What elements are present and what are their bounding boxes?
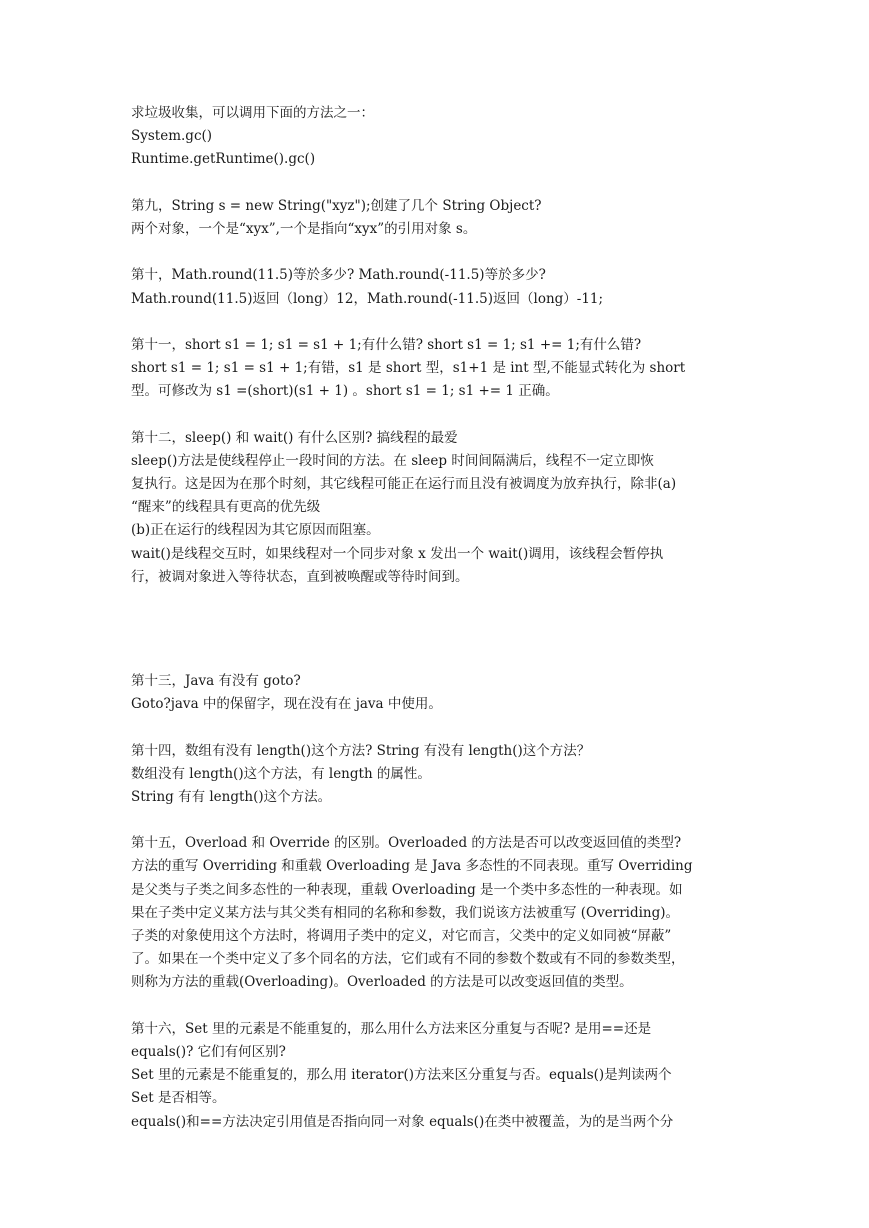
section-q16: [131, 1018, 741, 1134]
paragraph-gap: [131, 809, 741, 832]
question-line: 第十五，Overload 和 Override 的区别。Overloaded 的方法是否可以改变返回值的类型?: [131, 835, 682, 852]
text-line: Runtime.getRuntime().gc(): [131, 151, 316, 168]
answer-line: 型。可修改为 s1 =(short)(s1 + 1) 。short s1 = 1; s1 += 1 正确。: [131, 383, 559, 400]
answer-line: Set 是否相等。: [131, 1090, 226, 1107]
answer-line: 是父类与子类之间多态性的一种表现，重载 Overloading 是一个类中多态性的一种表现。如: [131, 881, 683, 898]
paragraph-gap: [131, 172, 741, 195]
question-line: 第九，String s = new String("xyz");创建了几个 String Object?: [131, 197, 542, 214]
answer-line: 两个对象，一个是“xyx”,一个是指向“xyx”的引用对象 s。: [131, 220, 477, 237]
question-line: 第十二，sleep() 和 wait() 有什么区别? 搞线程的最爱: [131, 429, 458, 446]
section-q9: [131, 195, 741, 241]
question-line: 第十四，数组有没有 length()这个方法? String 有没有 length()这个方法？: [131, 742, 591, 759]
paragraph-gap: [131, 995, 741, 1018]
answer-line: 复执行。这是因为在那个时刻，其它线程可能正在运行而且没有被调度为放弃执行，除非(a): [131, 476, 677, 492]
answer-line: 数组没有 length()这个方法，有 length 的属性。: [131, 765, 431, 782]
section-q15: [131, 832, 741, 994]
answer-line: 果在子类中定义某方法与其父类有相同的名称和参数，我们说该方法被重写 (Overriding)。: [131, 904, 680, 921]
section-q14: [131, 740, 741, 810]
paragraph-gap: [131, 403, 741, 426]
answer-line: Math.round(11.5)返回（long）12，Math.round(-11.5)返回（long）-11;: [131, 290, 604, 307]
answer-line: “醒来”的线程具有更高的优先级: [131, 499, 321, 516]
paragraph-gap-large: [131, 589, 741, 670]
answer-line: sleep()方法是使线程停止一段时间的方法。在 sleep 时间间隔满后，线程不一定立即恢: [131, 452, 654, 469]
question-line: 第十三，Java 有没有 goto?: [131, 672, 301, 689]
answer-line: Goto?java 中的保留字，现在没有在 java 中使用。: [131, 696, 442, 713]
question-line: 第十一，short s1 = 1; s1 = s1 + 1;有什么错? short s1 = 1; s1 += 1;有什么错?: [131, 336, 642, 353]
question-line: 第十，Math.round(11.5)等於多少? Math.round(-11.5)等於多少?: [131, 267, 546, 284]
section-q11: [131, 334, 741, 404]
answer-line: Set 里的元素是不能重复的，那么用 iterator()方法来区分重复与否。equals()是判读两个: [131, 1067, 672, 1084]
answer-line: 行，被调对象进入等待状态，直到被唤醒或等待时间到。: [131, 568, 469, 585]
question-line: equals()? 它们有何区别?: [131, 1043, 286, 1060]
section-q12: [131, 427, 741, 589]
section-gc: [131, 102, 741, 172]
answer-line: 子类的对象使用这个方法时，将调用子类中的定义，对它而言，父类中的定义如同被“屏蔽”: [131, 928, 672, 944]
answer-line: short s1 = 1; s1 = s1 + 1;有错，s1 是 short 型，s1+1 是 int 型,不能显式转化为 short: [131, 360, 686, 377]
text-line: System.gc(): [131, 128, 213, 145]
answer-line: 方法的重写 Overriding 和重载 Overloading 是 Java 多态性的不同表现。重写 Overriding: [131, 858, 693, 875]
answer-line: String 有有 length()这个方法。: [131, 788, 332, 805]
section-q10: [131, 264, 741, 310]
section-q13: [131, 670, 741, 716]
answer-line: (b)正在运行的线程因为其它原因而阻塞。: [131, 522, 380, 539]
question-line: 第十六，Set 里的元素是不能重复的，那么用什么方法来区分重复与否呢? 是用==还是: [131, 1020, 652, 1037]
document-page: [131, 102, 741, 1134]
answer-line: 了。如果在一个类中定义了多个同名的方法，它们或有不同的参数个数或有不同的参数类型，: [131, 951, 685, 968]
text-line: 求垃圾收集，可以调用下面的方法之一：: [131, 105, 374, 121]
paragraph-gap: [131, 311, 741, 334]
answer-line: 则称为方法的重载(Overloading)。Overloaded 的方法是可以改变返回值的类型。: [131, 974, 633, 991]
paragraph-gap: [131, 716, 741, 739]
answer-line: wait()是线程交互时，如果线程对一个同步对象 x 发出一个 wait()调用，该线程会暂停执: [131, 545, 664, 562]
paragraph-gap: [131, 241, 741, 264]
answer-line: equals()和==方法决定引用值是否指向同一对象 equals()在类中被覆盖，为的是当两个分: [131, 1113, 674, 1130]
